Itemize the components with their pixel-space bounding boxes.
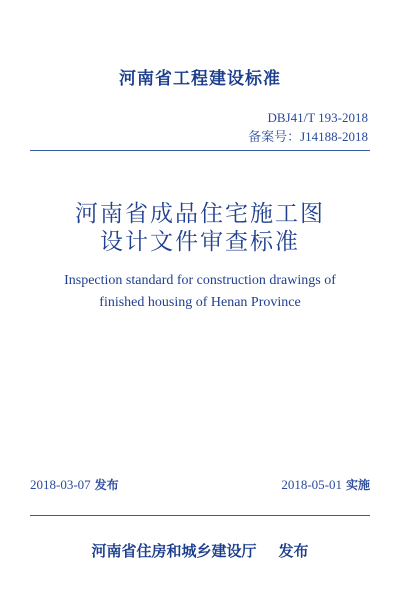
issue-date: 2018-03-07 [30,477,91,492]
chinese-title-line-2: 设计文件审查标准 [100,229,300,255]
effective-date: 2018-05-01 [281,477,342,492]
english-title-line-2: finished housing of Henan Province [99,295,301,310]
bottom-divider [30,515,370,516]
effective-label: 实施 [345,478,370,492]
chinese-title [0,200,400,256]
publisher-block [0,540,400,561]
effective-date-block [281,476,370,493]
publisher-name: 河南省住房和城乡建设厅 [91,542,257,560]
standard-number: DBJ41/T 193-2018 [267,110,368,125]
chinese-title-line-1: 河南省成品住宅施工图 [75,201,325,227]
issue-label: 发布 [94,478,119,492]
series-title: 河南省工程建设标准 [119,69,281,89]
top-divider [30,150,370,151]
issue-date-block [30,476,119,493]
publisher-label: 发布 [278,542,309,560]
standard-codes [248,108,368,146]
english-title-line-1: Inspection standard for construction drawings of [64,273,336,288]
record-number: 备案号：J14188-2018 [248,129,368,144]
english-title [0,270,400,314]
